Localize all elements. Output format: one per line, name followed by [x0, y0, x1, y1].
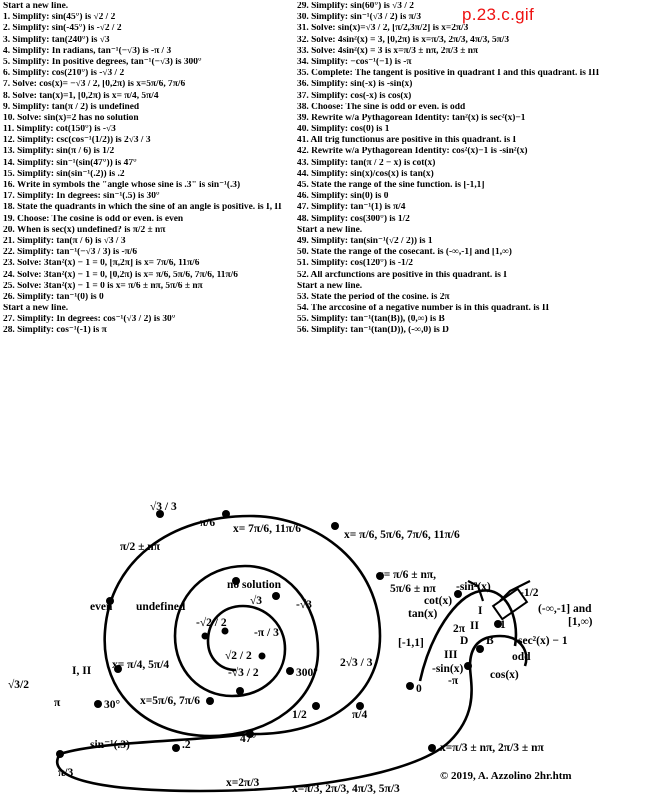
left-question-line: Start a new line. — [3, 2, 69, 11]
right-question-line: 47. Simplify: tan⁻¹(1) is π/4 — [297, 203, 406, 213]
label-letter-B: B — [486, 635, 494, 647]
left-question-line: 3. Simplify: tan(240°) is √3 — [3, 35, 110, 45]
label-neg-sin-x: -sin(x) — [432, 663, 464, 675]
right-question-line: 36. Simplify: sin(-x) is -sin(x) — [297, 80, 413, 90]
left-question-line: 5. Simplify: In positive degrees, tan⁻¹(−√3) is 300° — [3, 57, 202, 67]
left-question-line: 1. Simplify: sin(45°) is √2 / 2 — [3, 13, 116, 23]
snail-answer-diagram — [0, 486, 650, 800]
label-sin-inv-3: sin⁻¹(.3) — [90, 739, 130, 751]
label-range-sin: [-1,1] — [398, 637, 424, 649]
left-question-line: 7. Solve: cos(x)= −√3 / 2, [0,2π) is x=5π/6, 7π/6 — [3, 80, 186, 90]
label-5pi6-npi: 5π/6 ± nπ — [390, 583, 436, 595]
file-name-label: p.23.c.gif — [462, 5, 534, 24]
label-x-all-four: x= π/6, 5π/6, 7π/6, 11π/6 — [344, 529, 460, 541]
left-question-line: 16. Write in symbols the "angle whose sine is .3" is sin⁻¹(.3) — [3, 181, 241, 190]
right-question-line: 41. All trig functionus are positive in this quadrant. is I — [297, 136, 517, 146]
right-question-line: Start a new line. — [297, 225, 363, 235]
label-roman-II: II — [470, 620, 479, 632]
right-question-line: 50. State the range of the cosecant. is (-∞,-1] and [1,∞) — [297, 248, 512, 258]
label-even: even — [90, 601, 113, 613]
right-question-line: 32. Solve: 4sin²(x) = 3, [0,2π) is x=π/3, 2π/3, 4π/3, 5π/3 — [297, 35, 510, 45]
label-cot-x: cot(x) — [424, 595, 453, 607]
label-cos-x: cos(x) — [490, 669, 519, 681]
right-question-line: 55. Simplify: tan⁻¹(tan(B)), (0,∞) is B — [297, 315, 445, 325]
right-question-line: 51. Simplify: cos(120°) is -1/2 — [297, 259, 413, 269]
right-question-line: 46. Simplify: sin(0) is 0 — [297, 192, 389, 202]
right-question-line: 38. Choose: The sine is odd or even. is odd — [297, 102, 466, 112]
left-question-line: 14. Simplify: sin⁻¹(sin(47°)) is 47° — [3, 158, 137, 168]
left-question-line: 23. Solve: 3tan²(x) − 1 = 0, [π,2π] is x= 7π/6, 11π/6 — [3, 259, 200, 269]
right-question-line: 53. State the period of the cosine. is 2π — [297, 292, 450, 302]
right-question-line: 56. Simplify: tan⁻¹(tan(D)), (-∞,0) is D — [297, 326, 449, 336]
label-root2-2: √2 / 2 — [225, 650, 252, 662]
label-neg-root2-2: -√2 / 2 — [196, 617, 227, 629]
label-zero: 0 — [416, 683, 422, 695]
right-question-line: 43. Simplify: tan(π / 2 − x) is cot(x) — [297, 158, 436, 168]
left-question-line: 12. Simplify: csc(cos⁻¹(1/2)) is 2√3 / 3 — [3, 136, 151, 146]
label-x-pi4: x= π/4, 5π/4 — [112, 659, 170, 671]
right-question-line: 48. Simplify: cos(300°) is 1/2 — [297, 214, 410, 224]
right-question-line: 40. Simplify: cos(0) is 1 — [297, 125, 390, 135]
label-x-pi3-npi: x=π/3 ± nπ, 2π/3 ± nπ — [440, 742, 544, 754]
label-quadrants-I-II: I, II — [72, 665, 92, 677]
label-neg-half: -1/2 — [520, 587, 539, 599]
left-question-line: 8. Solve: tan(x)=1, [0,2π) is x= π/4, 5π/4 — [3, 91, 159, 101]
left-question-line: 22. Simplify: tan⁻¹(−√3 / 3) is -π/6 — [3, 248, 138, 258]
label-range-csc: (-∞,-1] and — [538, 603, 592, 615]
snail-answer-labels — [8, 500, 593, 795]
left-question-line: Start a new line. — [3, 304, 69, 314]
label-30-deg: 30° — [104, 699, 121, 711]
label-pi: π — [54, 697, 61, 709]
copyright-text: © 2019, A. Azzolino 2hr.htm — [440, 770, 572, 782]
label-neg-root3: -√3 — [296, 599, 312, 611]
left-question-line: 4. Simplify: In radians, tan⁻¹(−√3) is -π / 3 — [3, 46, 172, 56]
label-x-pi6-npi: x= π/6 ± nπ, — [378, 569, 437, 581]
left-question-line: 15. Simplify: sin(sin⁻¹(.2)) is .2 — [3, 169, 125, 179]
right-question-line: 37. Simplify: cos(-x) is cos(x) — [297, 91, 412, 101]
right-question-line: 49. Simplify: tan(sin⁻¹(√2 / 2)) is 1 — [297, 236, 433, 246]
label-roman-I: I — [478, 605, 483, 617]
left-question-line: 27. Simplify: In degrees: cos⁻¹(√3 / 2) is 30° — [3, 315, 176, 325]
label-neg-sin2: -sin²(x) — [456, 581, 491, 593]
label-one: 1 — [500, 619, 506, 631]
label-roman-III: III — [444, 649, 458, 661]
right-question-line: 39. Rewrite w/a Pythagorean Identity: tan²(x) is sec²(x)−1 — [297, 113, 526, 123]
left-question-line: 18. State the quadrants in which the sine of an angle is positive. is I, II — [3, 203, 282, 213]
label-root3: √3 — [250, 595, 263, 607]
left-question-line: 21. Simplify: tan(π / 6) is √3 / 3 — [3, 236, 126, 246]
label-tan-x: tan(x) — [408, 608, 438, 620]
left-question-line: 13. Simplify: sin(π / 6) is 1/2 — [3, 147, 115, 157]
right-question-line: 33. Solve: 4sin²(x) = 3 is x=π/3 ± nπ, 2π/3 ± nπ — [297, 46, 479, 56]
right-question-line: 29. Simplify: sin(60°) is √3 / 2 — [297, 2, 414, 11]
left-question-line: 26. Simplify: tan⁻¹(0) is 0 — [3, 292, 104, 302]
label-root3-2: √3/2 — [8, 679, 30, 691]
label-range-csc-2: [1,∞) — [568, 616, 593, 628]
label-no-solution: no solution — [227, 579, 282, 591]
label-neg-pi-6: -π/6 — [196, 517, 216, 529]
label-pi2-npi: π/2 ± nπ — [120, 541, 161, 553]
left-question-line: 6. Simplify: cos(210°) is -√3 / 2 — [3, 69, 125, 79]
left-question-line: 25. Solve: 3tan²(x) − 1 = 0 is x= π/6 ± nπ, 5π/6 ± nπ — [3, 281, 203, 291]
left-question-line: 20. When is sec(x) undefined? is π/2 ± nπ — [3, 225, 166, 235]
left-question-column — [3, 2, 295, 338]
label-x-7pi6: x= 7π/6, 11π/6 — [233, 523, 302, 535]
right-question-line: 34. Simplify: −cos⁻¹(−1) is -π — [297, 57, 412, 67]
left-question-line: 24. Solve: 3tan²(x) − 1 = 0, [0,2π) is x= π/6, 5π/6, 7π/6, 11π/6 — [3, 270, 238, 280]
label-neg-pi-3: -π / 3 — [254, 627, 279, 639]
left-question-line: 10. Solve: sin(x)=2 has no solution — [3, 113, 139, 123]
label-point2: .2 — [182, 739, 191, 751]
right-question-line: 45. State the range of the sine function. is [-1,1] — [297, 181, 485, 190]
label-letter-D: D — [460, 635, 469, 647]
left-question-line: 17. Simplify: In degrees: sin⁻¹(.5) is 30° — [3, 192, 160, 202]
left-question-line: 9. Simplify: tan(π / 2) is undefined — [3, 102, 140, 112]
right-question-column — [297, 2, 647, 338]
right-question-line: 35. Complete: The tangent is positive in quadrant I and this quadrant. is III — [297, 69, 600, 79]
label-300-deg: 300° — [296, 667, 318, 679]
label-x-pi3-all: x=π/3, 2π/3, 4π/3, 5π/3 — [292, 783, 400, 795]
right-question-line: Start a new line. — [297, 281, 363, 291]
right-question-line: 30. Simplify: sin⁻¹(√3 / 2) is π/3 — [297, 13, 422, 23]
left-question-line: 2. Simplify: sin(-45°) is -√2 / 2 — [3, 24, 122, 34]
label-undefined: undefined — [136, 601, 186, 613]
label-sec2: sec²(x) − 1 — [518, 635, 568, 647]
right-question-line: 44. Simplify: sin(x)/cos(x) is tan(x) — [297, 169, 434, 179]
label-neg-pi: -π — [448, 675, 459, 687]
label-half: 1/2 — [292, 709, 307, 721]
label-root3-3: √3 / 3 — [150, 501, 177, 513]
left-question-line: 11. Simplify: cot(150°) is -√3 — [3, 125, 116, 135]
label-pi3: π/3 — [58, 767, 74, 779]
label-47-deg: 47° — [240, 733, 257, 745]
snail-foot-path — [60, 734, 248, 754]
label-2root3-3: 2√3 / 3 — [340, 657, 373, 669]
right-question-line: 31. Solve: sin(x)=√3 / 2, [π/2,3π/2] is x=2π/3 — [297, 24, 469, 34]
label-pi4: π/4 — [352, 709, 368, 721]
right-question-line: 42. Rewrite w/a Pythagorean Identity: cos²(x)−1 is -sin²(x) — [297, 147, 528, 157]
label-x-2pi3: x=2π/3 — [226, 777, 260, 789]
left-question-line: 19. Choose: The cosine is odd or even. is even — [3, 214, 184, 224]
label-neg-root3-2: -√3 / 2 — [228, 667, 259, 679]
label-two-pi: 2π — [453, 623, 466, 635]
left-question-line: 28. Simplify: cos⁻¹(-1) is π — [3, 326, 107, 336]
right-question-line: 54. The arccosine of a negative number is in this quadrant. is II — [297, 304, 550, 314]
right-question-line: 52. All arcfunctions are positive in this quadrant. is I — [297, 270, 507, 280]
label-odd: odd — [512, 651, 531, 663]
label-x-5pi6: x=5π/6, 7π/6 — [140, 695, 201, 707]
